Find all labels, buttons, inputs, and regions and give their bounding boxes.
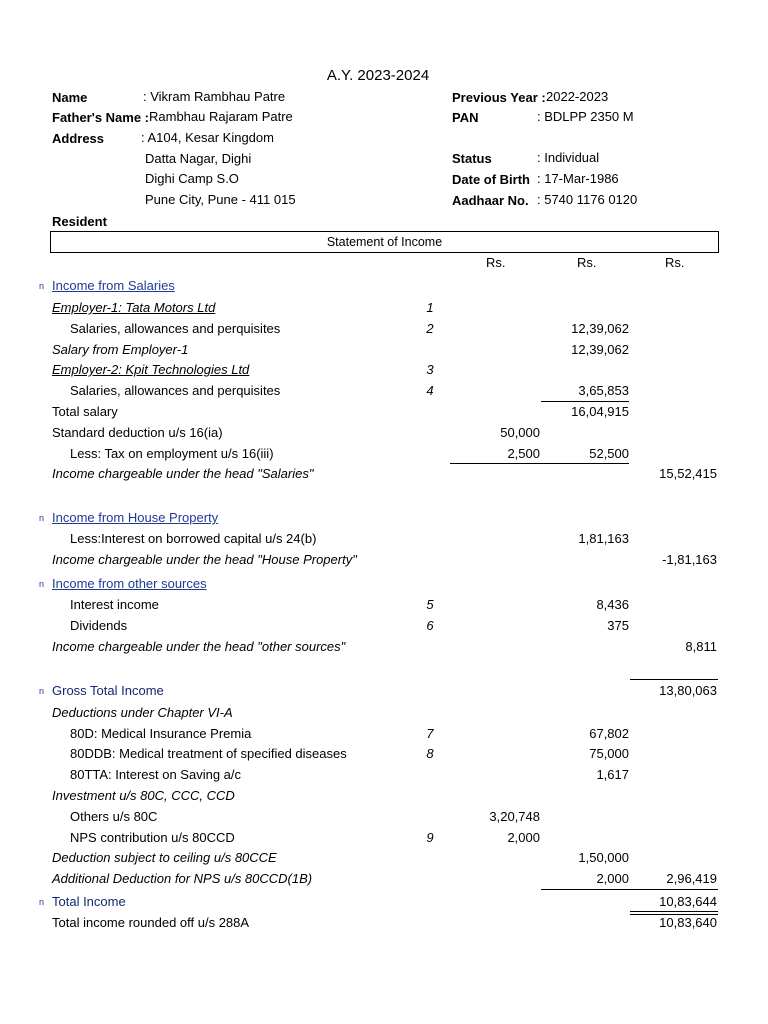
name-label: Name (52, 90, 88, 105)
father-value: Rambhau Rajaram Patre (149, 109, 293, 124)
std-deduction-value: 50,000 (500, 425, 540, 440)
divider (630, 679, 718, 680)
dob-value: : 17-Mar-1986 (537, 171, 619, 186)
std-deduction-label: Standard deduction u/s 16(ia) (52, 425, 223, 440)
note-ref: 9 (426, 830, 434, 845)
salary1-value: 12,39,062 (571, 321, 629, 336)
dob-label: Date of Birth (452, 172, 530, 187)
divider (450, 463, 629, 464)
house-chargeable-row (0, 552, 768, 570)
gross-total-label: Gross Total Income (52, 683, 164, 698)
ded-80tta-label: 80TTA: Interest on Saving a/c (70, 767, 242, 782)
prof-tax-value: 2,500 (507, 446, 540, 461)
note-ref: 1 (426, 300, 434, 315)
employer2-row (0, 362, 768, 380)
address-line-4: Pune City, Pune - 411 015 (145, 192, 296, 207)
other-chargeable-value: 8,811 (685, 639, 717, 654)
note-ref: 4 (426, 383, 434, 398)
employer2-label: Employer-2: Kpit Technologies Ltd (52, 362, 250, 377)
house-chargeable-value: -1,81,163 (662, 552, 717, 567)
pan-label: PAN (452, 110, 479, 125)
note-ref: 6 (426, 618, 434, 633)
note-ref: 7 (426, 726, 434, 741)
resident-label: Resident (52, 214, 107, 229)
ded-80tta-value: 1,617 (596, 767, 629, 782)
ded-80ddb-label: 80DDB: Medical treatment of specified diseases (70, 746, 347, 761)
salaries-chargeable-value: 15,52,415 (659, 466, 717, 481)
dividends-value: 375 (607, 618, 629, 633)
salaries-heading: Income from Salaries (52, 278, 175, 293)
additional-nps-label: Additional Deduction for NPS u/s 80CCD(1B) (52, 871, 313, 886)
from-employer1-label: Salary from Employer-1 (52, 342, 189, 357)
deductions-total-value: 2,96,419 (666, 871, 717, 886)
address-line-3: Dighi Camp S.O (145, 171, 239, 186)
pan-value: : BDLPP 2350 M (537, 109, 634, 124)
rounded-row (0, 915, 768, 933)
others-80c-label: Others u/s 80C (70, 809, 158, 824)
divider (541, 401, 629, 402)
ceiling-row (0, 850, 768, 868)
prof-tax-row (0, 446, 768, 464)
statement-title-box (50, 231, 719, 253)
house-interest-value: 1,81,163 (578, 531, 629, 546)
additional-nps-row (0, 871, 768, 889)
house-interest-row (0, 531, 768, 549)
house-heading-row (0, 510, 768, 528)
gross-total-row (0, 683, 768, 701)
other-chargeable-label: Income chargeable under the head "other sources" (52, 639, 346, 654)
from-employer1-value: 12,39,062 (571, 342, 629, 357)
divider (541, 889, 718, 890)
total-salary-row (0, 404, 768, 422)
investment-row (0, 788, 768, 806)
bullet-icon: n (39, 281, 45, 291)
bullet-icon: n (39, 513, 45, 523)
statement-title: Statement of Income (326, 235, 443, 249)
address-line-2: Datta Nagar, Dighi (145, 151, 252, 166)
salaries-chargeable-row (0, 466, 768, 484)
dividends-row (0, 618, 768, 636)
ceiling-value: 1,50,000 (578, 850, 629, 865)
others-80c-value: 3,20,748 (489, 809, 540, 824)
interest-income-label: Interest income (70, 597, 159, 612)
ded-80d-row (0, 726, 768, 744)
status-label: Status (452, 151, 492, 166)
house-chargeable-label: Income chargeable under the head "House Property" (52, 552, 357, 567)
salary2-row (0, 383, 768, 401)
nps-row (0, 830, 768, 848)
others-80c-row (0, 809, 768, 827)
status-value: : Individual (537, 150, 600, 165)
aadhaar-value: : 5740 1176 0120 (537, 192, 638, 207)
total-salary-value: 16,04,915 (571, 404, 629, 419)
bullet-icon: n (39, 686, 45, 696)
gross-total-value: 13,80,063 (659, 683, 717, 698)
prev-year-value: 2022-2023 (546, 89, 609, 104)
note-ref: 3 (426, 362, 434, 377)
bullet-icon: n (39, 579, 45, 589)
salaries-chargeable-label: Income chargeable under the head "Salaries" (52, 466, 314, 481)
ded-80ddb-value: 75,000 (589, 746, 629, 761)
nps-label: NPS contribution u/s 80CCD (70, 830, 235, 845)
col-header-3: Rs. (665, 255, 685, 270)
note-ref: 8 (426, 746, 434, 761)
prev-year-label: Previous Year : (452, 90, 546, 105)
bullet-icon: n (39, 897, 45, 907)
note-ref: 2 (426, 321, 434, 336)
rounded-value: 10,83,640 (659, 915, 717, 930)
total-income-label: Total Income (52, 894, 126, 909)
name-value: : Vikram Rambhau Patre (143, 89, 286, 104)
deductions-heading-row (0, 705, 768, 723)
salary2-value: 3,65,853 (578, 383, 629, 398)
employer1-label: Employer-1: Tata Motors Ltd (52, 300, 216, 315)
divider (630, 911, 718, 912)
employer1-row (0, 300, 768, 318)
total-income-value: 10,83,644 (659, 894, 717, 909)
other-heading: Income from other sources (52, 576, 207, 591)
salaries-heading-row (0, 278, 768, 296)
interest-income-value: 8,436 (596, 597, 629, 612)
prof-tax-label: Less: Tax on employment u/s 16(iii) (70, 446, 274, 461)
salary1-label: Salaries, allowances and perquisites (70, 321, 281, 336)
rounded-label: Total income rounded off u/s 288A (52, 915, 250, 930)
deductions-heading: Deductions under Chapter VI-A (52, 705, 233, 720)
ceiling-label: Deduction subject to ceiling u/s 80CCE (52, 850, 277, 865)
note-ref: 5 (426, 597, 434, 612)
other-heading-row (0, 576, 768, 594)
prof-tax-sum: 52,500 (589, 446, 629, 461)
interest-income-row (0, 597, 768, 615)
page-title: A.Y. 2023-2024 (326, 67, 430, 84)
col-header-2: Rs. (577, 255, 597, 270)
house-interest-label: Less:Interest on borrowed capital u/s 24(b) (70, 531, 317, 546)
dividends-label: Dividends (70, 618, 128, 633)
aadhaar-label: Aadhaar No. (452, 193, 529, 208)
salary2-label: Salaries, allowances and perquisites (70, 383, 281, 398)
other-chargeable-row (0, 639, 768, 657)
ded-80d-label: 80D: Medical Insurance Premia (70, 726, 252, 741)
total-salary-label: Total salary (52, 404, 118, 419)
additional-nps-value: 2,000 (596, 871, 629, 886)
address-line-1: : A104, Kesar Kingdom (141, 130, 274, 145)
father-label: Father's Name : (52, 110, 150, 125)
total-income-row (0, 894, 768, 912)
address-label: Address (52, 131, 105, 146)
std-deduction-row (0, 425, 768, 443)
from-employer1-row (0, 342, 768, 360)
salary1-row (0, 321, 768, 339)
ded-80d-value: 67,802 (589, 726, 629, 741)
ded-80ddb-row (0, 746, 768, 764)
house-heading: Income from House Property (52, 510, 219, 525)
col-header-1: Rs. (486, 255, 506, 270)
ded-80tta-row (0, 767, 768, 785)
investment-label: Investment u/s 80C, CCC, CCD (52, 788, 235, 803)
nps-value: 2,000 (507, 830, 540, 845)
